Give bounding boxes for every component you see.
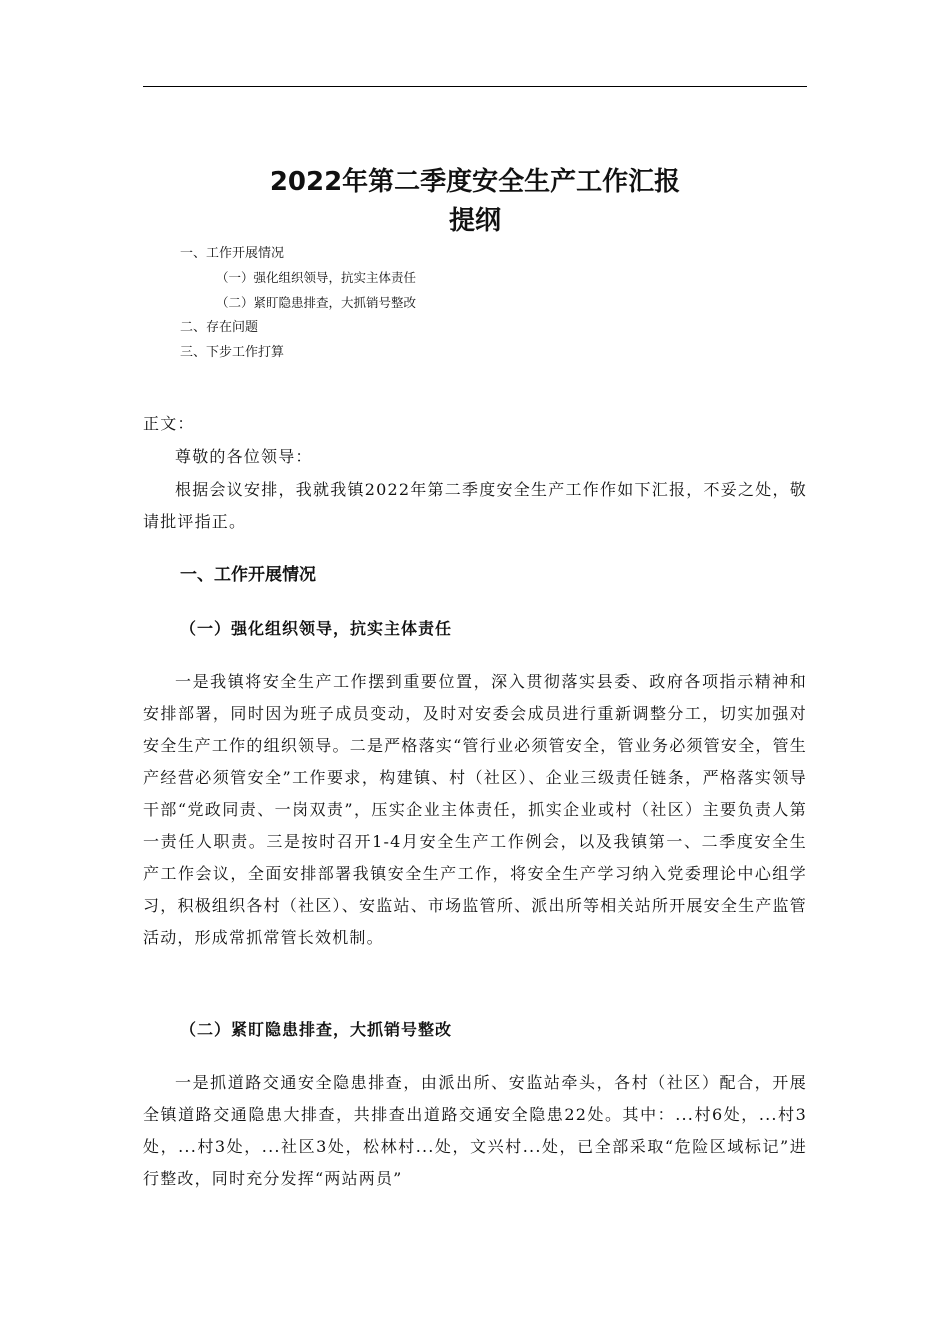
section-heading: 一、工作开展情况 xyxy=(180,565,316,585)
outline-item: 一、工作开展情况 xyxy=(180,246,285,261)
intro-paragraph: 根据会议安排，我就我镇2022年第二季度安全生产工作作如下汇报，不妥之处，敬请批评指正。 xyxy=(143,480,807,531)
header-rule xyxy=(143,86,807,87)
outline-item: 二、存在问题 xyxy=(180,320,259,335)
subsection-heading: （一）强化组织领导，抗实主体责任 xyxy=(180,619,453,638)
document-title-subtitle: 提纲 xyxy=(448,206,501,236)
outline-item: （二）紧盯隐患排查，大抓销号整改 xyxy=(216,295,417,310)
salutation: 尊敬的各位领导： xyxy=(175,447,313,466)
outline-item: （一）强化组织领导，抗实主体责任 xyxy=(216,270,417,285)
outline-item: 三、下步工作打算 xyxy=(180,345,285,360)
body-paragraph: 一是我镇将安全生产工作摆到重要位置，深入贯彻落实县委、政府各项指示精神和安排部署，同时因为班子成员变动，及时对安委会成员进行重新调整分工，切实加强对安全生产工作的组织领导。二是严格落实“管行业必须管安全，管业务必须管安全，管生产经营必须管安全”工作要求，构建镇、村（社区）、企业三级责任链条，严格落实领导干部“党政同责、一岗双责”，压实企业主体责任，抓实企业或村（社区）主要负责人第一责任人职责。三是按时召开1-4月安全生产工作例会，以及我镇第一、二季度安全生产工作会议，全面安排部署我镇安全生产工作，将安全生产学习纳入党委理论中心组学习，积极组织各村（社区）、安监站、市场监管所、派出所等相关站所开展安全生产监管活动，形成常抓常管长效机制。 xyxy=(143,672,807,947)
subsection-heading: （二）紧盯隐患排查，大抓销号整改 xyxy=(180,1020,453,1039)
document-title: 2022年第二季度安全生产工作汇报 xyxy=(269,167,681,197)
body-paragraph: 一是抓道路交通安全隐患排查，由派出所、安监站牵头，各村（社区）配合，开展全镇道路交通隐患大排查，共排查出道路交通安全隐患22处。其中：...村6处，...村3处，...村3处，...社区3处，松林村...处，文兴村...处，已全部采取“危险区域标记”进行整改，同时充分发挥“两站两员” xyxy=(143,1073,807,1188)
body-label: 正文： xyxy=(143,414,195,433)
